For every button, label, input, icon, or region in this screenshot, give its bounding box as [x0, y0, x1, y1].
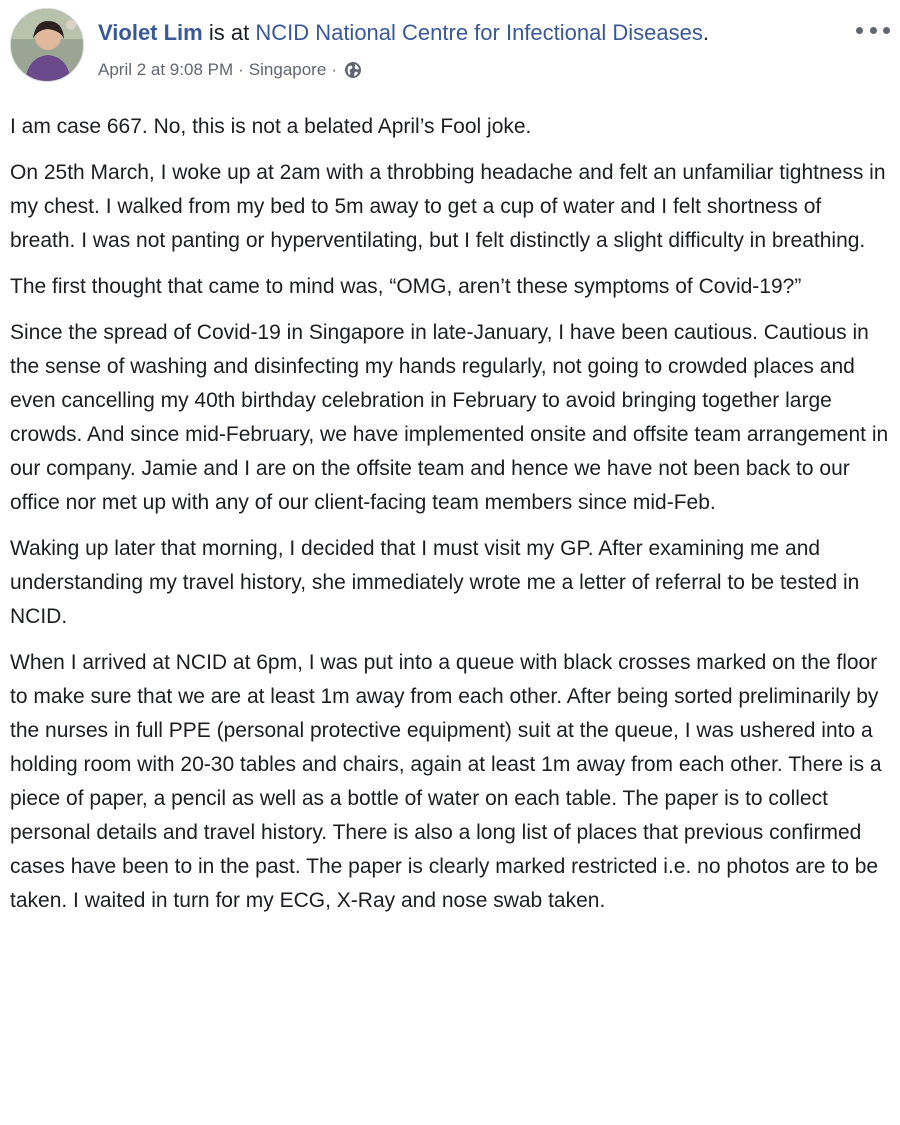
author-name[interactable]: Violet Lim [98, 20, 203, 45]
place-suffix: . [702, 20, 709, 45]
post-location[interactable]: Singapore [248, 60, 327, 79]
more-dot [870, 27, 877, 34]
author-avatar[interactable] [10, 8, 84, 82]
more-options-icon[interactable] [856, 22, 890, 38]
post-timestamp[interactable]: April 2 at 9:08 PM [98, 60, 234, 79]
globe-icon[interactable] [344, 61, 362, 79]
privacy-separator: · [331, 60, 337, 79]
meta-separator: · [238, 60, 244, 79]
post-paragraph: Waking up later that morning, I decided that I must visit my GP. After examining me and understanding my travel history, she immediately wrote me a letter of referral to be tested in NCID. [10, 537, 860, 628]
avatar-photo [11, 9, 84, 82]
post-paragraph: On 25th March, I woke up at 2am with a throbbing headache and felt an unfamiliar tightness in my chest. I walked from my bed to 5m away to get a cup of water and I felt shortness of breath. I was not panting or hyperventilating, but I felt distinctly a slight difficulty in breathing. [10, 161, 886, 252]
more-dot [856, 27, 863, 34]
post-header [10, 8, 890, 90]
post-title-line [98, 20, 709, 46]
post-paragraph: The first thought that came to mind was, “OMG, aren’t these symptoms of Covid-19?” [10, 275, 802, 298]
check-in-place[interactable]: NCID National Centre for Infectional Diseases [255, 20, 703, 45]
check-in-action: is at [202, 20, 256, 45]
post-meta [98, 60, 362, 80]
post-body [10, 110, 890, 930]
post-paragraph: Since the spread of Covid-19 in Singapore in late-January, I have been cautious. Cautious in the sense of washing and disinfecting my hands regularly, not going to crowded places and even cancelling my 40th birthday celebration in February to avoid bringing together large crowds. And since mid-February, we have implemented onsite and offsite team arrangement in our company. Jamie and I are on the offsite team and hence we have not been back to our office nor met up with any of our client-facing team members since mid-Feb. [10, 321, 889, 514]
post-paragraph: When I arrived at NCID at 6pm, I was put into a queue with black crosses marked on the floor to make sure that we are at least 1m away from each other. After being sorted preliminarily by the nurses in full PPE (personal protective equipment) suit at the queue, I was ushered into a holding room with 20-30 tables and chairs, again at least 1m away from each other. There is a piece of paper, a pencil as well as a bottle of water on each table. The paper is to collect personal details and travel history. There is also a long list of places that previous confirmed cases have been to in the past. The paper is clearly marked restricted i.e. no photos are to be taken. I waited in turn for my ECG, X-Ray and nose swab taken. [10, 651, 882, 912]
more-dot [883, 27, 890, 34]
post-paragraph: I am case 667. No, this is not a belated April’s Fool joke. [10, 115, 532, 138]
